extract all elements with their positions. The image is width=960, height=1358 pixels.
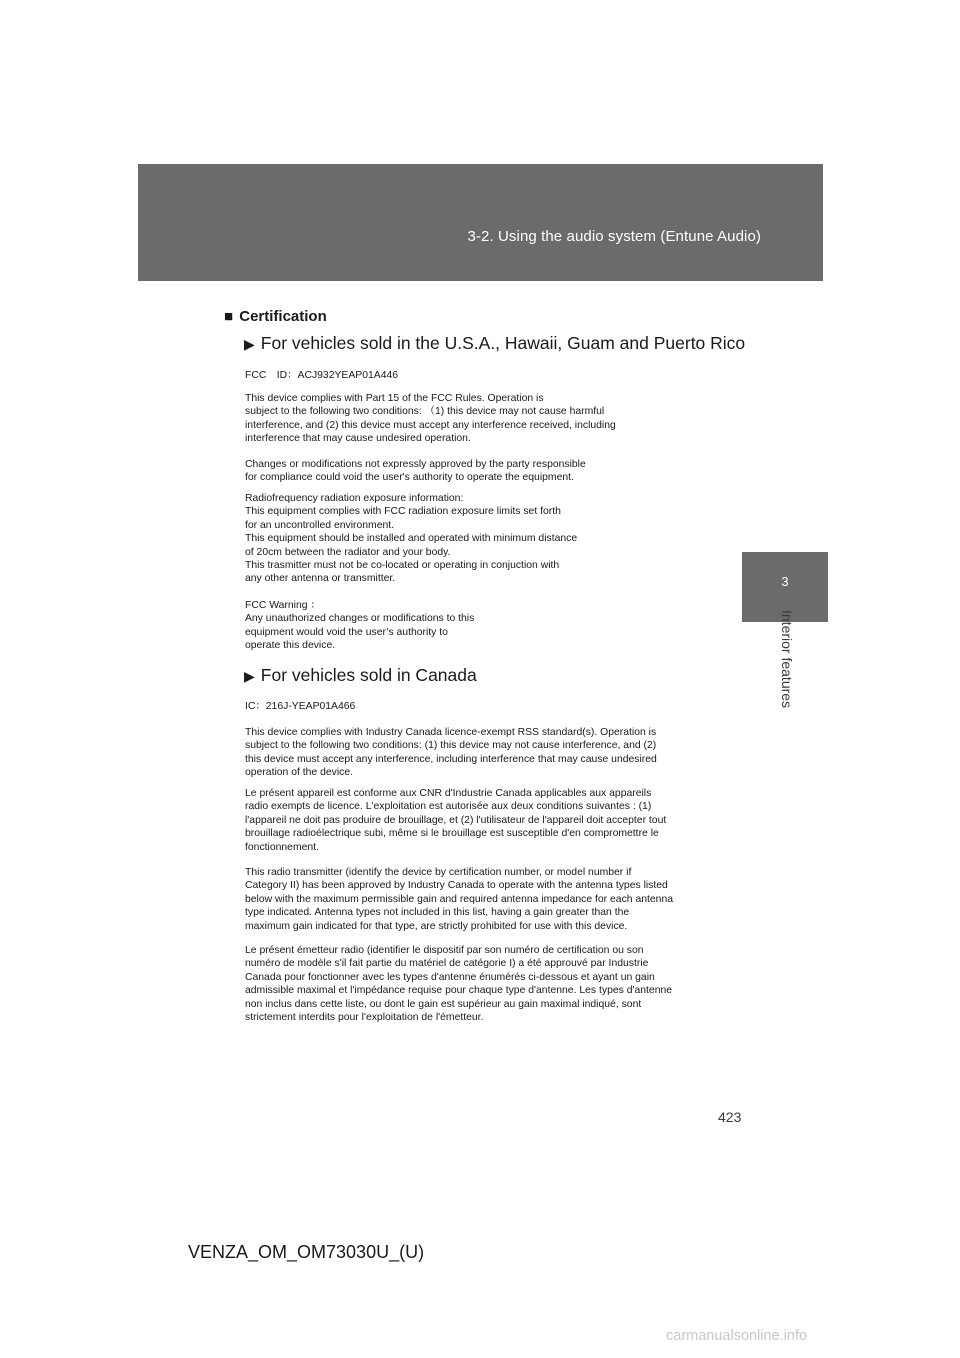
- section-title-text: Certification: [239, 308, 327, 325]
- section-title: [224, 308, 327, 325]
- text-line: any other antenna or transmitter.: [245, 573, 396, 585]
- text-line: this device must accept any interference, including interference that may cause undesired: [245, 753, 657, 765]
- text-line: of 20cm between the radiator and your body.: [245, 546, 451, 558]
- usa-paragraph-1: [245, 392, 616, 446]
- triangle-bullet-icon: ▶: [244, 668, 255, 684]
- header-title: 3-2. Using the audio system (Entune Audio): [467, 228, 761, 245]
- chapter-number: 3: [781, 574, 789, 589]
- text-line: type indicated. Antenna types not included in this list, having a gain greater than the: [245, 907, 630, 919]
- ic-id-text: IC：216J-YEAP01A466: [245, 701, 356, 712]
- canada-paragraph-1: [245, 726, 657, 780]
- square-bullet-icon: ■: [224, 308, 234, 325]
- fcc-id-text: FCC ID：ACJ932YEAP01A446: [245, 370, 399, 381]
- text-line: radio exempts de licence. L'exploitation est autorisée aux deux conditions suivantes : (1): [245, 801, 652, 813]
- canada-heading: [244, 665, 477, 686]
- text-line: Category II) has been approved by Industry Canada to operate with the antenna types listed: [245, 880, 668, 892]
- text-line: Le présent appareil est conforme aux CNR d'Industrie Canada applicables aux appareils: [245, 788, 652, 799]
- text-line: Any unauthorized changes or modifications to this: [245, 613, 475, 625]
- text-line: l'appareil ne doit pas produire de brouillage, et (2) l'utilisateur de l'appareil doit accepter tout: [245, 814, 667, 826]
- text-line: for an uncontrolled environment.: [245, 519, 395, 531]
- text-line: non inclus dans cette liste, ou dont le gain est supérieur au gain maximal indiqué, sont: [245, 998, 642, 1010]
- watermark: carmanualsonline.info: [666, 1328, 808, 1344]
- footer-code: VENZA_OM_OM73030U_(U): [188, 1242, 425, 1262]
- text-line: This device complies with Industry Canada licence-exempt RSS standard(s). Operation is: [245, 727, 657, 738]
- triangle-bullet-icon: ▶: [244, 336, 255, 352]
- text-line: This trasmitter must not be co-located or operating in conjuction with: [245, 560, 560, 572]
- text-line: Radiofrequency radiation exposure information:: [245, 493, 464, 504]
- chapter-label: Interior features: [779, 610, 795, 709]
- usa-paragraph-3: [245, 492, 577, 586]
- text-line: Canada pour fonctionner avec les types d'antenne énumérés ci-dessous et ayant un gain: [245, 971, 655, 983]
- text-line: fonctionnement.: [245, 841, 319, 853]
- text-line: interference, and (2) this device must accept any interference received, including: [245, 419, 616, 431]
- text-line: This equipment should be installed and operated with minimum distance: [245, 533, 578, 545]
- canada-paragraph-3: [245, 866, 673, 933]
- page-number: 423: [718, 1109, 742, 1125]
- text-line: strictement interdits pour l'exploitation de l'émetteur.: [245, 1012, 484, 1024]
- text-line: brouillage radioélectrique subi, même si le brouillage est susceptible d'en compromettre le: [245, 828, 659, 840]
- ic-id: [245, 700, 355, 713]
- text-line: FCC Warning ：: [245, 600, 321, 611]
- canada-paragraph-4: [245, 944, 672, 1024]
- text-line: numéro de modèle s'il fait partie du matériel de catégorie I) a été approuvé par Industrie: [245, 958, 649, 970]
- canada-heading-text: For vehicles sold in Canada: [260, 665, 477, 685]
- text-line: operate this device.: [245, 640, 336, 652]
- usa-heading: [244, 333, 745, 354]
- text-line: operation of the device.: [245, 767, 354, 779]
- canada-paragraph-2: [245, 787, 666, 854]
- text-line: This equipment complies with FCC radiation exposure limits set forth: [245, 506, 561, 518]
- usa-heading-text: For vehicles sold in the U.S.A., Hawaii, Guam and Puerto Rico: [260, 333, 746, 353]
- fcc-id: [245, 369, 398, 382]
- text-line: for compliance could void the user's authority to operate the equipment.: [245, 472, 574, 484]
- text-line: maximum gain indicated for that type, are strictly prohibited for use with this device.: [245, 920, 628, 932]
- text-line: This radio transmitter (identify the device by certification number, or model number if: [245, 867, 632, 878]
- header-bar: [138, 164, 823, 281]
- text-line: subject to the following two conditions: （1) this device may not cause harmful: [245, 406, 605, 418]
- text-line: interference that may cause undesired operation.: [245, 433, 471, 445]
- text-line: below with the maximum permissible gain and required antenna impedance for each antenna: [245, 893, 673, 905]
- text-line: This device complies with Part 15 of the FCC Rules. Operation is: [245, 393, 544, 404]
- usa-paragraph-4: [245, 599, 474, 653]
- usa-paragraph-2: [245, 458, 586, 485]
- text-line: Le présent émetteur radio (identifier le dispositif par son numéro de certification ou son: [245, 945, 644, 956]
- text-line: Changes or modifications not expressly approved by the party responsible: [245, 459, 586, 470]
- text-line: equipment would void the user’s authority to: [245, 626, 448, 638]
- text-line: admissible maximal et l'impédance requise pour chaque type d'antenne. Les types d'antenne: [245, 985, 673, 997]
- text-line: subject to the following two conditions: (1) this device may not cause interference, and (2): [245, 740, 657, 752]
